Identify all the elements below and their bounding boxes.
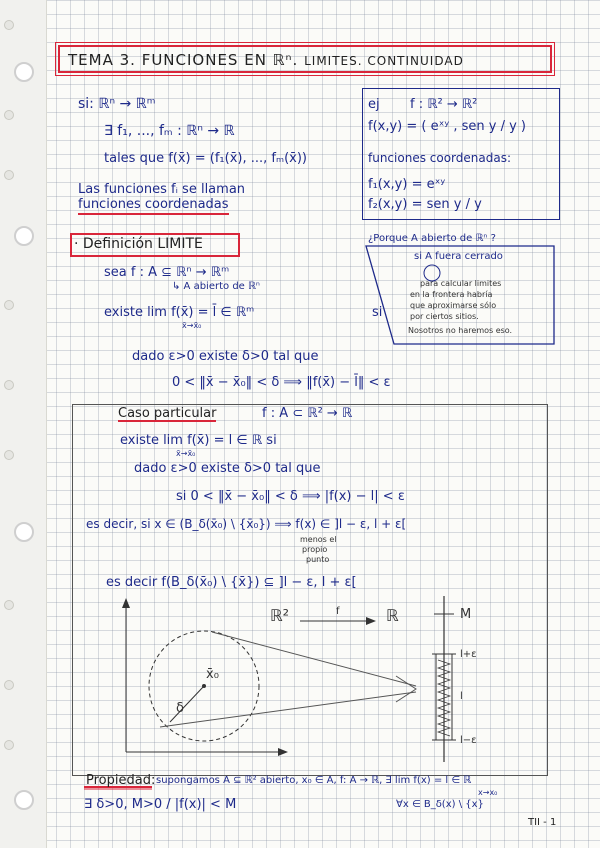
title-sub: LIMITES. CONTINUIDAD — [304, 54, 464, 68]
diagram-arrow-label: f — [336, 606, 340, 617]
intro-line-3: tales que f(x̄) = (f₁(x̄), ..., fₘ(x̄)) — [104, 151, 307, 166]
example-line-1: f : ℝ² → ℝ² — [410, 97, 478, 112]
definition-sea: sea f : A ⊆ ℝⁿ → ℝᵐ — [104, 265, 230, 280]
particular-existe: existe lim f(x̄) = l ∈ ℝ si — [120, 433, 277, 448]
menos-el-note-3: punto — [306, 555, 330, 564]
intro-line-2: ∃ f₁, ..., fₘ : ℝⁿ → ℝ — [104, 123, 235, 139]
particular-es-decir-2: es decir f(B_δ(x̄₀) \ {x̄}) ⊆ ]l − ε, l + ε[ — [106, 575, 357, 590]
diagram-range-label: ℝ — [386, 606, 399, 625]
particular-existe-sub: x̄→x̄₀ — [176, 449, 196, 458]
diagram-l-minus-eps-label: l−ε — [460, 735, 477, 746]
example-line-2: f(x,y) = ( eˣʸ , sen y / y ) — [368, 119, 526, 134]
definition-si: si — [372, 305, 383, 320]
note-question: ¿Porque A abierto de ℝⁿ ? — [368, 233, 496, 244]
example-line-4: f₁(x,y) = eˣʸ — [368, 177, 446, 192]
page-number: TII - 1 — [528, 817, 557, 828]
note-line-2: en la frontera habría — [410, 290, 493, 299]
particular-condition: si 0 < ‖x̄ − x̄₀‖ < δ ⟹ |f(x) − l| < ε — [176, 489, 405, 504]
funnel-bottom — [160, 692, 416, 727]
note-line-1: para calcular limites — [420, 279, 502, 288]
diagram-l-label: l — [460, 691, 463, 702]
definition-existe-sub: x̄→x̄₀ — [182, 321, 202, 330]
menos-el-note-2: propio — [302, 545, 328, 554]
note-line-4: por ciertos sitios. — [410, 312, 479, 321]
title-main: TEMA 3. FUNCIONES EN ℝⁿ. — [68, 51, 299, 69]
definition-heading: · Definición LIMITE — [74, 236, 203, 252]
diagram-point-label: x̄₀ — [206, 667, 219, 682]
diagram-M-label: M — [460, 607, 472, 622]
intro-line-1: si: ℝⁿ → ℝᵐ — [78, 96, 156, 112]
center-point — [202, 684, 206, 688]
menos-el-note-1: menos el — [300, 535, 337, 544]
y-axis-arrow — [122, 598, 130, 608]
note-line-5: Nosotros no haremos eso. — [408, 326, 513, 335]
particular-es-decir-1: es decir, si x ∈ (B_δ(x̄₀) \ {x̄₀}) ⟹ f(x) ∈ ]l − ε, l + ε[ — [86, 517, 407, 531]
note-answer: si A fuera cerrado — [414, 251, 503, 262]
funnel-top — [212, 632, 416, 686]
property-line-2: ∃ δ>0, M>0 / |f(x)| < M — [84, 797, 237, 812]
property-text: supongamos A ⊆ ℝ² abierto, x₀ ∈ A, f: A → ℝ, ∃ lim f(x) = l ∈ ℝ — [156, 775, 472, 786]
intro-line-5: funciones coordenadas — [78, 198, 229, 215]
property-label: Propiedad: — [86, 773, 156, 788]
definition-existe: existe lim f(x̄) = l̄ ∈ ℝᵐ — [104, 305, 255, 320]
diagram-domain-label: ℝ² — [270, 606, 290, 625]
property-line-2b: ∀x ∈ B_δ(x) \ {x} — [396, 799, 484, 810]
x-axis-arrow — [278, 748, 288, 756]
example-label: ej — [368, 97, 380, 112]
note-line-3: que aproximarse sólo — [410, 301, 497, 310]
example-line-5: f₂(x,y) = sen y / y — [368, 197, 482, 212]
particular-dado: dado ε>0 existe δ>0 tal que — [134, 461, 321, 476]
particular-heading: Caso particular — [118, 406, 217, 421]
definition-condition: 0 < ‖x̄ − x̄₀‖ < δ ⟹ ‖f(x̄) − l̄‖ < ε — [172, 375, 391, 390]
diagram-l-plus-eps-label: l+ε — [460, 649, 477, 660]
definition-dado: dado ε>0 existe δ>0 tal que — [132, 349, 319, 364]
example-line-3: funciones coordenadas: — [368, 151, 511, 165]
definition-abierto: ↳ A abierto de ℝⁿ — [172, 281, 260, 292]
diagram-radius-label: δ — [176, 701, 184, 716]
intro-line-4: Las funciones fᵢ se llaman — [78, 182, 246, 197]
property-text-sub: x→x₀ — [478, 788, 498, 797]
particular-map: f : A ⊂ ℝ² → ℝ — [262, 406, 353, 421]
